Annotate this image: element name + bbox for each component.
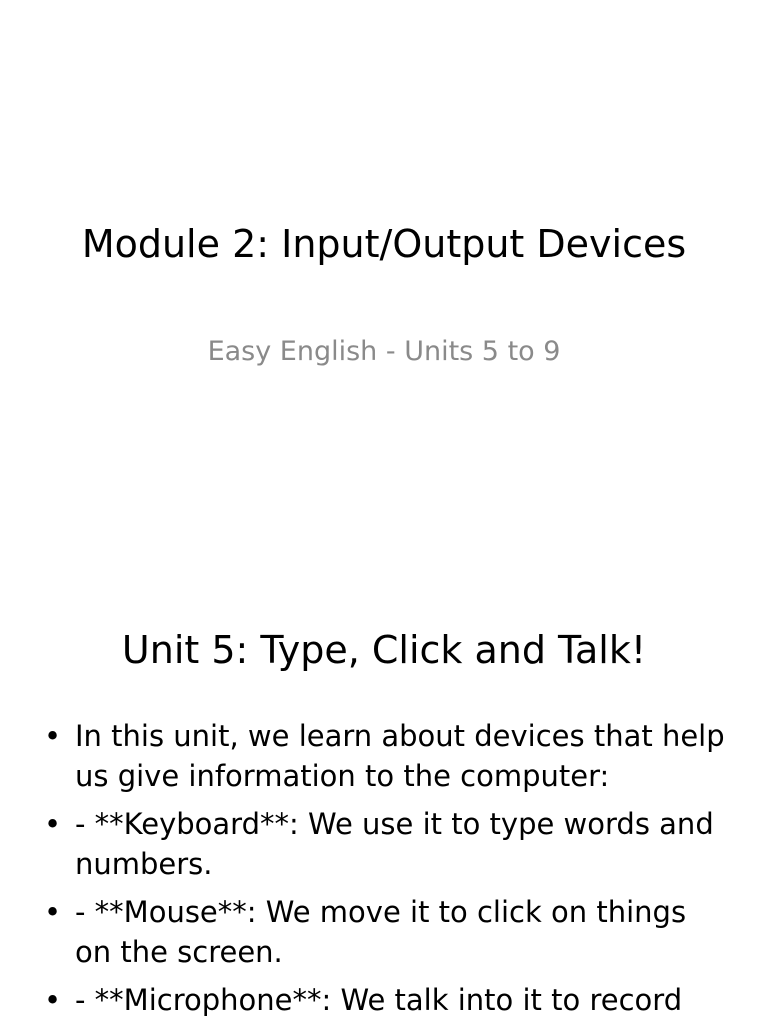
slide-title: Module 2: Input/Output Devices [81, 222, 687, 266]
bullet-text: - **Microphone**: We talk into it to record [75, 983, 683, 1017]
slide-title: Unit 5: Type, Click and Talk! [121, 628, 647, 672]
content-slide [0, 576, 768, 1024]
bullet-icon: • [44, 983, 62, 1017]
list-item [38, 716, 728, 796]
bullet-icon: • [44, 719, 62, 753]
bullet-text: In this unit, we learn about devices that help us give information to the computer: [75, 719, 725, 793]
bullet-text: - **Keyboard**: We use it to type words and numbers. [75, 807, 714, 881]
list-item [38, 980, 728, 1020]
bullet-icon: • [44, 807, 62, 841]
slide-subtitle: Easy English - Units 5 to 9 [207, 336, 561, 367]
list-item [38, 804, 728, 884]
bullet-text: - **Mouse**: We move it to click on things on the screen. [75, 895, 687, 969]
bullet-icon: • [44, 895, 62, 929]
bullet-list [38, 716, 728, 1028]
list-item [38, 892, 728, 972]
